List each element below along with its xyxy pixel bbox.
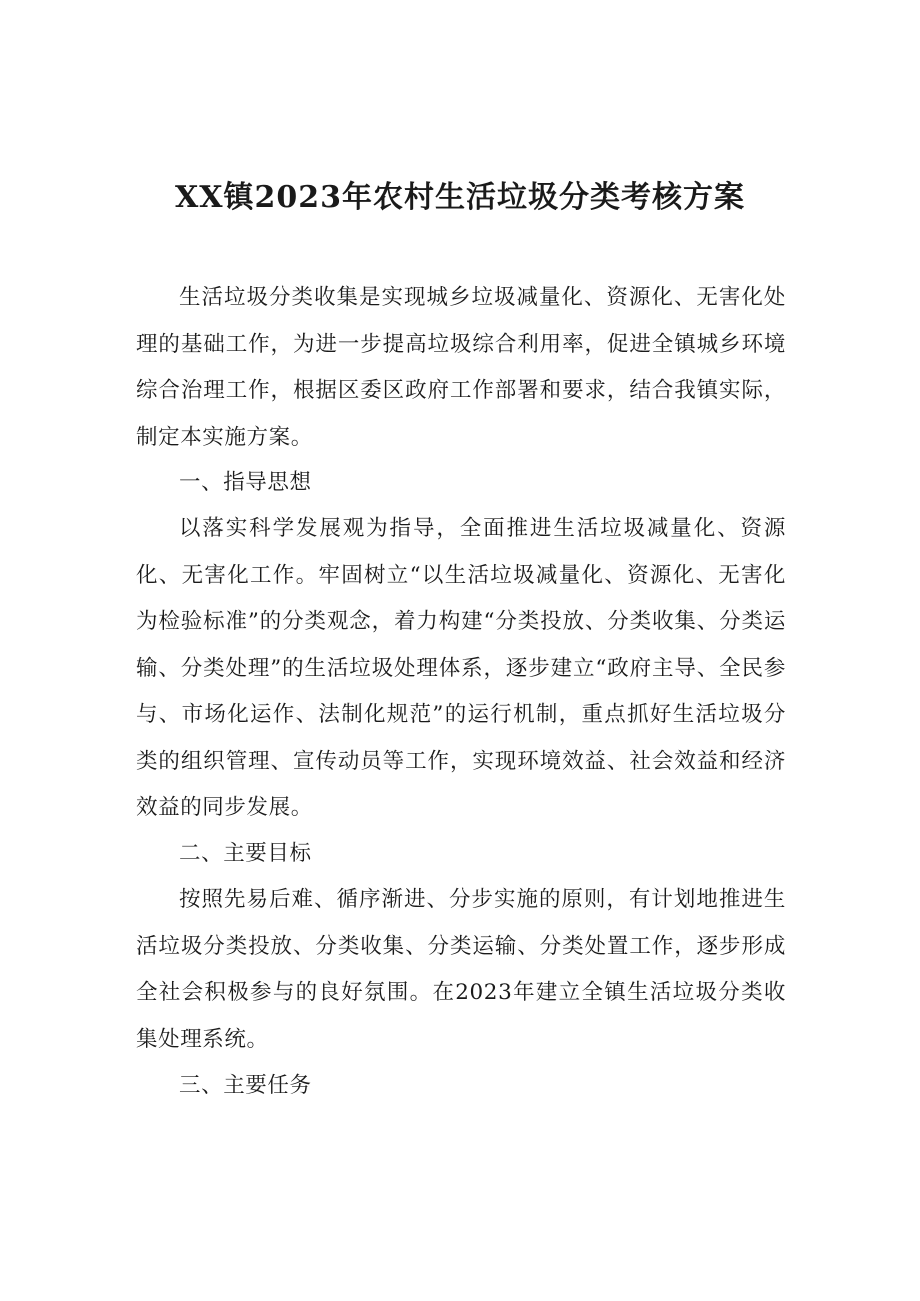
section-heading-main-goals: 二、主要目标 bbox=[179, 841, 312, 866]
section-heading-guiding-ideology: 一、指导思想 bbox=[179, 470, 312, 495]
intro-paragraph: 生活垃圾分类收集是实现城乡垃圾减量化、资源化、无害化处理的基础工作，为进一步提高垃圾综合利用率，促进全镇城乡环境综合治理工作，根据区委区政府工作部署和要求，结合我镇实际，制定本实施方案。 bbox=[136, 285, 786, 450]
section-paragraph-guiding-ideology: 以落实科学发展观为指导，全面推进生活垃圾减量化、资源化、无害化工作。牢固树立“以生活垃圾减量化、资源化、无害化为检验标准”的分类观念，着力构建“分类投放、分类收集、分类运输、分类处理”的生活垃圾处理体系，逐步建立“政府主导、全民参与、市场化运作、法制化规范”的运行机制，重点抓好生活垃圾分类的组织管理、宣传动员等工作，实现环境效益、社会效益和经济效益的同步发展。 bbox=[136, 516, 786, 820]
section-heading-main-tasks: 三、主要任务 bbox=[179, 1073, 312, 1098]
section-paragraph-main-goals: 按照先易后难、循序渐进、分步实施的原则，有计划地推进生活垃圾分类投放、分类收集、分类运输、分类处置工作，逐步形成全社会积极参与的良好氛围。在2023年建立全镇生活垃圾分类收集处理系统。 bbox=[136, 887, 786, 1052]
document-title: XX镇2023年农村生活垃圾分类考核方案 bbox=[174, 180, 746, 215]
